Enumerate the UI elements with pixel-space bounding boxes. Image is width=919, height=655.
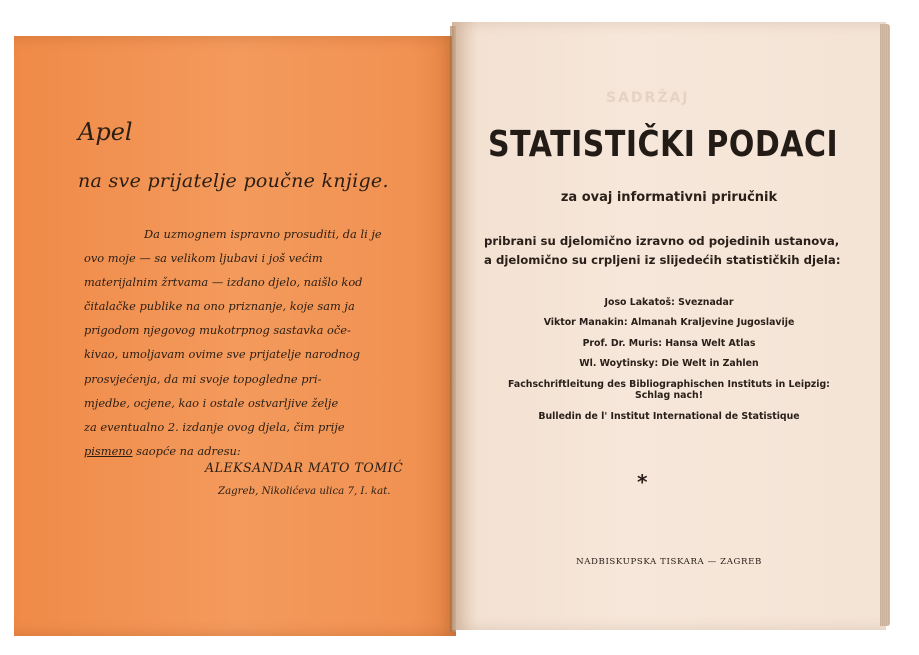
underlined-word: pismeno (84, 443, 133, 458)
appeal-line: prigodom njegovog mukotrpnog sastavka oče- (84, 323, 351, 338)
source-line: Fachschriftleitung des Bibliographischen Instituts in Leipzig: (508, 378, 830, 390)
appeal-last-line-rest: saopće na adresu: (132, 443, 241, 458)
intro-text (484, 232, 841, 270)
asterisk-ornament: * (637, 470, 648, 494)
appeal-title: Apel (78, 118, 133, 146)
show-through-heading: SADRŽAJ (606, 90, 690, 106)
source-item: Wl. Woytinsky: Die Welt in Zahlen (579, 358, 759, 370)
sources-list (452, 297, 886, 431)
appeal-line: prosvjećenja, da mi svoje topogledne pri- (84, 371, 322, 386)
appeal-line: čitalačke publike na ono priznanje, koje sam ja (84, 299, 355, 314)
source-item: Prof. Dr. Muris: Hansa Welt Atlas (582, 337, 756, 349)
appeal-body (84, 222, 380, 463)
page-title: STATISTIČKI PODACI (488, 124, 839, 166)
appeal-line: kivao, umoljavam ovime sve prijatelje narodnog (84, 347, 360, 362)
intro-line-2: a djelomično su crpljeni iz slijedećih statističkih djela: (484, 253, 841, 267)
source-item: Viktor Manakin: Almanah Kraljevine Jugoslavije (543, 317, 795, 329)
author-address: Zagreb, Nikolićeva ulica 7, I. kat. (218, 486, 391, 497)
appeal-line: Da uzmognem ispravno prosuditi, da li je (144, 227, 382, 241)
source-item (452, 379, 886, 403)
author-signature: ALEKSANDAR MATO TOMIĆ (205, 460, 404, 475)
source-item: Joso Lakatoš: Sveznadar (604, 297, 734, 308)
appeal-subtitle: na sve prijatelje poučne knjige. (78, 170, 389, 192)
appeal-line: za eventualno 2. izdanje ovog djela, čim prije (84, 419, 345, 434)
source-item: Bulledin de l' Institut International de Statistique (538, 410, 800, 422)
appeal-line: mjedbe, ocjene, kao i ostale ostvarljive želje (84, 395, 339, 410)
appeal-line: materijalnim žrtvama — izdano djelo, naišlo kod (84, 275, 363, 290)
intro-line-1: pribrani su djelomično izravno od pojedinih ustanova, (484, 234, 840, 248)
appeal-line: ovo moje — sa velikom ljubavi i još većim (84, 251, 323, 266)
printer-imprint: NADBISKUPSKA TISKARA — ZAGREB (576, 557, 762, 567)
page-subtitle: za ovaj informativni priručnik (560, 190, 778, 205)
source-line: Schlag nach! (634, 390, 703, 402)
